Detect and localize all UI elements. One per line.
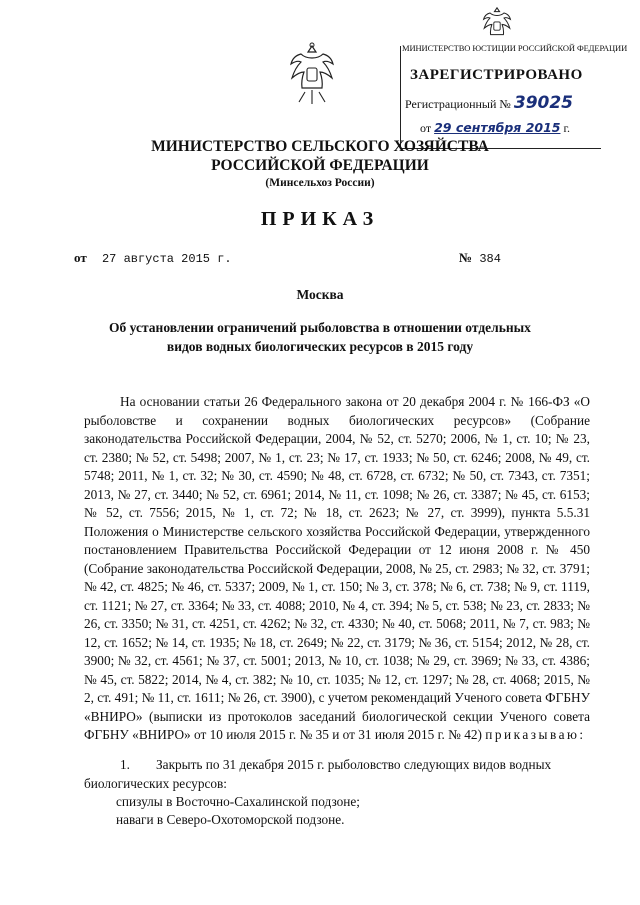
order-date: 27 августа 2015 г.	[101, 252, 232, 266]
order-item-1b: наваги в Северо-Охотоморской подзоне.	[116, 812, 345, 827]
ministry-name-line2: РОССИЙСКОЙ ФЕДЕРАЦИИ	[211, 157, 429, 174]
order-item-1a: спизулы в Восточно-Сахалинской подзоне;	[116, 794, 360, 809]
document-type-title: ПРИКАЗ	[260, 208, 380, 230]
stamp-date-suffix: г.	[563, 121, 571, 135]
preamble-paragraph	[84, 393, 590, 745]
order-city: Москва	[296, 287, 344, 302]
order-number-line	[459, 250, 501, 266]
order-number: 384	[479, 252, 501, 266]
stamp-registration-number-row	[405, 93, 573, 113]
stamp-date-row	[420, 120, 570, 136]
order-subject-line1: Об установлении ограничений рыболовства в отношении отдельных	[109, 320, 531, 335]
item-1-text: Закрыть по 31 декабря 2015 г. рыболовство следующих видов водных биологических ресурсов:	[84, 757, 552, 791]
stamp-registered-label: ЗАРЕГИСТРИРОВАНО	[410, 67, 583, 83]
directive-word: приказываю:	[485, 727, 586, 742]
item-1-number: 1.	[120, 757, 130, 772]
stamp-date-value: 29 сентября 2015	[434, 120, 561, 135]
stamp-registration-number: 39025	[513, 93, 574, 113]
stamp-date-prefix: от	[420, 121, 432, 135]
order-number-label: №	[459, 250, 473, 265]
ministry-short-name: (Минсельхоз России)	[265, 177, 375, 189]
stamp-registration-label: Регистрационный №	[405, 97, 511, 111]
double-headed-eagle-icon	[281, 40, 343, 112]
preamble-text: На основании статьи 26 Федерального закона от 20 декабря 2004 г. № 166-ФЗ «О рыболовстве и сохранении водных биологических ресурсов» (Собрание законодательства Российской Федерации, 2004, № 52, ст. 5270; 2006, № 1, ст. 10; № 23, ст. 2380; № 52, ст. 5498; 2007, № 1, ст. 23; № 17, ст. 1933; № 50, ст. 6246; 2008, № 49, ст. 5748; 2011, № 1, ст. 32; № 30, ст. 4590; № 48, ст. 6728, ст. 6732; № 50, ст. 7343, ст. 7351; 2013, № 27, ст. 3440; № 52, ст. 6961; 2014, № 11, ст. 1098; № 26, ст. 3387; № 45, ст. 6153; № 52, ст. 7556; 2015, № 1, ст. 72; № 18, ст. 2623; № 27, ст. 3999), пункта 5.5.31 Положения о Министерстве сельского хозяйства Российской Федерации, утвержденного постановлением Правительства Российской Федерации от 12 июня 2008 г. № 450 (Собрание законодательства Российской Федерации, 2008, № 25, ст. 2983; № 32, ст. 3791; № 42, ст. 4825; № 46, ст. 5337; 2009, № 1, ст. 150; № 3, ст. 378; № 6, ст. 738; № 9, ст. 1119, ст. 1121; № 27, ст. 3364; № 33, ст. 4088; 2010, № 4, ст. 394; № 5, ст. 538; № 23, ст. 2833; № 26, ст. 3350; № 31, ст. 4251, ст. 4262; № 32, ст. 4330; № 40, ст. 5068; 2011, № 7, ст. 983; № 12, ст. 1652; № 14, ст. 1935; № 18, ст. 2649; № 22, ст. 3179; № 36, ст. 5154; 2012, № 28, ст. 3900; № 32, ст. 4561; № 37, ст. 5001; 2013, № 10, ст. 1038; № 29, ст. 3969; № 33, ст. 4386; № 45, ст. 5822; 2014, № 4, ст. 382; № 10, ст. 1035; № 12, ст. 1297; № 28, ст. 4068; 2015, № 2, ст. 491; № 11, ст. 1611; № 26, ст. 3900), с учетом рекомендаций Ученого совета ФГБНУ «ВНИРО» (выписки из протоколов заседаний биологической секции Ученого совета ФГБНУ «ВНИРО» от 10 июля 2015 г. № 35 и от 31 июля 2015 г. № 42)	[84, 394, 590, 742]
stamp-organization: МИНИСТЕРСТВО ЮСТИЦИИ РОССИЙСКОЙ ФЕДЕРАЦИИ	[402, 43, 628, 53]
order-item-1	[84, 756, 590, 793]
ministry-name-line1: МИНИСТЕРСТВО СЕЛЬСКОГО ХОЗЯЙСТВА	[151, 138, 489, 155]
coat-of-arms-emblem	[281, 40, 343, 112]
order-date-line	[74, 250, 232, 266]
order-date-prefix: от	[74, 250, 87, 265]
order-subject-line2: видов водных биологических ресурсов в 2015 году	[166, 339, 474, 354]
